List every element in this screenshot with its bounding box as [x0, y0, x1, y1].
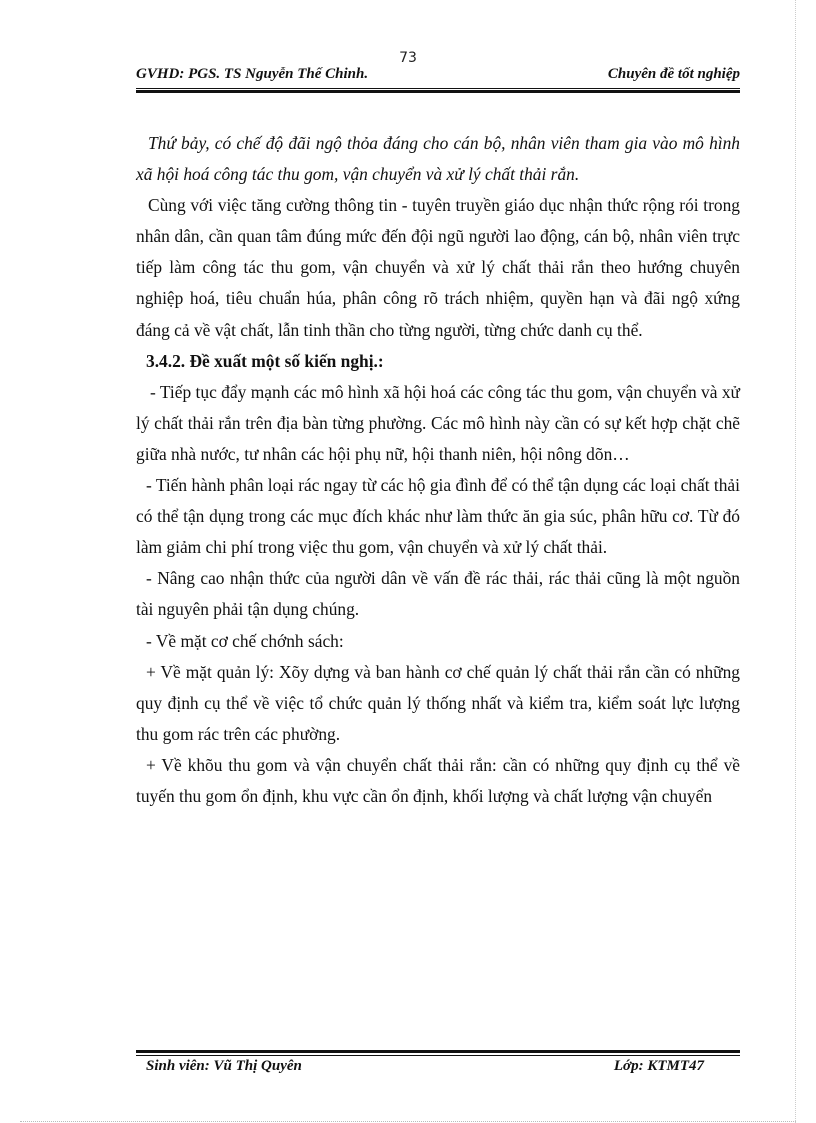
- paragraph-phan-loai-rac: - Tiến hành phân loại rác ngay từ các hộ gia đình để có thể tận dụng các loại chất thải có thể tận dụng trong các mục đích khác như làm thức ăn gia súc, phân hữu cơ. Từ đó làm giảm chi phí trong việc thu gom, vận chuyển và xử lý chất thải.: [136, 475, 740, 558]
- footer-rule-thick: [136, 1050, 740, 1053]
- paragraph-tuyen-truyen: Cùng với việc tăng cường thông tin - tuyên truyền giáo dục nhận thức rộng rói trong nhân dân, cần quan tâm đúng mức đến đội ngũ người lao động, cán bộ, nhân viên trực tiếp làm công tác thu gom, vận chuyển và xử lý chất thải rắn theo hướng chuyên nghiệp hoá, tiêu chuẩn húa, phân công rõ trách nhiệm, quyền hạn và đãi ngộ xứng đáng cả về vật chất, lẫn tinh thần cho từng người, từng chức danh cụ thể.: [136, 195, 740, 340]
- page-edge-right: [795, 0, 796, 1123]
- footer-rule-thin: [136, 1055, 740, 1056]
- paragraph-nhan-thuc: - Nâng cao nhận thức của người dân về vấn đề rác thải, rác thải cũng là một nguồn tài nguyên phải tận dụng chúng.: [136, 568, 740, 620]
- page-edge-bottom: [20, 1121, 796, 1122]
- footer-class: Lớp: KTMT47: [613, 1058, 704, 1074]
- page-header: [136, 66, 740, 86]
- paragraph-co-che: - Về mặt cơ chế chớnh sách:: [146, 630, 344, 651]
- footer-student: Sinh viên: Vũ Thị Quyên: [146, 1058, 302, 1074]
- paragraph-quan-ly: + Về mặt quản lý: Xõy dựng và ban hành cơ chế quản lý chất thải rắn cần có những quy định cụ thể về việc tổ chức quản lý thống nhất và kiểm tra, kiểm soát lực lượng thu gom rác trên các phường.: [136, 661, 740, 744]
- page-footer: [146, 1058, 704, 1078]
- paragraph-xa-hoi-hoa: - Tiếp tục đẩy mạnh các mô hình xã hội hoá các công tác thu gom, vận chuyển và xử lý chất thải rắn trên địa bàn từng phường. Các mô hình này cần có sự kết hợp chặt chẽ giữa nhà nước, tư nhân các hội phụ nữ, hội thanh niên, hội nông dõn…: [136, 381, 740, 464]
- header-document-type: Chuyên đề tốt nghiệp: [607, 66, 740, 82]
- section-heading-3-4-2: 3.4.2. Đề xuất một số kiến nghị.:: [146, 350, 384, 371]
- header-supervisor: GVHD: PGS. TS Nguyễn Thế Chinh.: [136, 66, 369, 82]
- paragraph-thu-gom: + Về khõu thu gom và vận chuyển chất thải rắn: cần có những quy định cụ thể về tuyến thu gom ổn định, khu vực cần ổn định, khối lượng và chất lượng vận chuyển: [136, 754, 740, 806]
- document-body: [136, 128, 740, 812]
- header-rule-thick: [136, 90, 740, 93]
- paragraph-thu-bay: Thứ bảy, có chế độ đãi ngộ thỏa đáng cho cán bộ, nhân viên tham gia vào mô hình xã hội hoá công tác thu gom, vận chuyển và xử lý chất thải rắn.: [136, 133, 740, 185]
- page-number: 73: [399, 50, 417, 66]
- header-rule-thin: [136, 88, 740, 89]
